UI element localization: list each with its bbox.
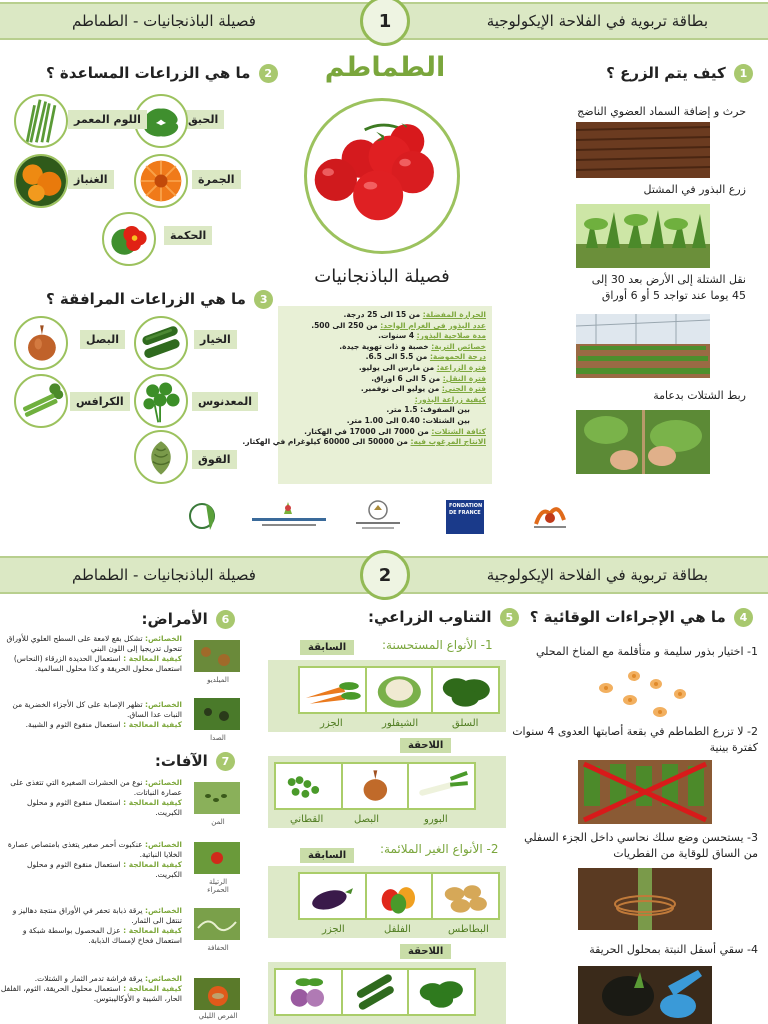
- sec2-title: ما هي الزراعات المساعدة ؟: [46, 64, 251, 82]
- rust-label: الصدا: [210, 734, 226, 742]
- night-moth-photo: [194, 978, 240, 1010]
- info-line: فترة النقل: من 5 الى 6 اوراق.: [371, 373, 486, 383]
- cauliflower-label: الشيفلور: [382, 718, 419, 729]
- parsley-label: المعدنوس: [192, 392, 258, 411]
- sec3-title: ما هي الزراعات المرافقة ؟: [46, 290, 246, 308]
- disease-item: الخصائص: تظهر الإصابة على كل الأجزاء الخضرية من النبات عدا الساق. كيفية المعالجة : استعمال منقوع الثوم و الشيبة.: [12, 700, 182, 729]
- sec3-heading: [46, 290, 276, 309]
- sec4-title: ما هي الإجراءات الوقائية ؟: [529, 608, 726, 626]
- basil-label: الحبق: [182, 110, 224, 129]
- plant-title: الطماطم: [324, 52, 446, 83]
- onion-icon: [14, 316, 68, 370]
- red-spider-photo: [194, 842, 240, 874]
- info-line: الحرارة المفضلة: من 15 الى 25 درجة.: [343, 310, 486, 319]
- prev-tag-2: السابقة: [300, 848, 354, 863]
- watering-plant-photo: [578, 966, 712, 1024]
- leek-label: البورو: [424, 814, 448, 825]
- sec1-step-2: زرع البذور في المشتل: [643, 183, 746, 196]
- info-line: خصائص التربة: خصبة و ذات تهوية جيدة.: [339, 341, 486, 351]
- info-line: عدد البذور في الغرام الواحد: من 250 الى 500.: [311, 320, 486, 330]
- sec4-step-2: 2- لا تزرع الطماطم في بقعة أصابتها العدوى 4 سنوات كفترة بينية: [512, 725, 758, 754]
- leek-cell: [407, 764, 474, 808]
- tomato-info-box: [242, 306, 492, 484]
- carrot-label-3: الجزر: [322, 924, 345, 935]
- tomato-illustration: [304, 98, 460, 254]
- calendula-icon: [134, 154, 188, 208]
- sec3-number: 3: [254, 290, 273, 309]
- parsley-icon: [134, 374, 188, 428]
- info-line: بين الشتلات: 0.40 الى 1.00 متر.: [346, 415, 470, 425]
- sec1-heading: [606, 64, 756, 83]
- rotation-row-4: [268, 962, 506, 1024]
- seeds-photo: [590, 662, 724, 722]
- crossed-tomato-field-photo: [578, 760, 712, 824]
- cucumber-cell: [341, 970, 408, 1014]
- next-tag-2: اللاحقة: [400, 944, 451, 959]
- sec1-step-3: نقل الشتلة إلى الأرض بعد 30 إلى 45 يوما عند تواجد 5 أو 6 أوراق: [591, 273, 746, 302]
- info-line: كيفية زراعة البذور:: [414, 394, 486, 404]
- sec6-title: الأمراض:: [141, 610, 208, 628]
- plowed-field-photo: [576, 122, 710, 178]
- spinach-cell: [407, 970, 474, 1014]
- leafminer-photo: [194, 908, 240, 940]
- partner-logo-1: [188, 500, 224, 534]
- carrot-label-1: الجزر: [320, 718, 343, 729]
- chard-label: السلق: [452, 718, 479, 729]
- mildew-label: الميلديو: [207, 676, 229, 684]
- greenhouse-transplant-photo: [576, 314, 710, 378]
- tying-seedlings-photo: [576, 410, 710, 474]
- chives-label: اللوم المعمر: [68, 110, 147, 129]
- sec7-number: 7: [216, 752, 235, 771]
- disease-item: الخصائص: تشكل بقع لامعة على السطح العلوي للأوراق تتحول تدريجيا إلى اللون البني كيفية المعالجة : استعمال الحديدة الزرقاء (النحاس) استعمال محلول الحريقة و كذا محلول السالمية.: [6, 634, 182, 673]
- partner-logo-2: [248, 498, 330, 532]
- turnip-cell: [276, 970, 341, 1014]
- info-line: بين الصفوف: 1.5 متر.: [386, 405, 470, 415]
- mildew-photo: [194, 640, 240, 672]
- artichoke-label: القوق: [192, 450, 237, 469]
- pepper-cell: [365, 874, 432, 918]
- marigold-icon: [14, 154, 68, 208]
- sec4-heading: [530, 608, 756, 627]
- onion-label: البصل: [80, 330, 125, 349]
- sec6-number: 6: [216, 610, 235, 629]
- sec7-heading: [155, 752, 238, 771]
- red-spider-label: الرتيلة الحمراء: [207, 878, 229, 894]
- sec5-number: 5: [500, 608, 519, 627]
- copper-wire-photo: [578, 868, 712, 930]
- marigold-label: الغنباز: [68, 170, 114, 189]
- sec7-title: الآفات:: [154, 752, 208, 770]
- sec5-title: التناوب الزراعي:: [368, 608, 492, 626]
- cucumber-icon: [134, 316, 188, 370]
- unsuitable-heading: 2- الأنواع الغير الملائمة:: [380, 842, 499, 856]
- potato-label: البطاطس: [448, 924, 489, 935]
- celery-label: الكرافس: [70, 392, 130, 411]
- sec1-title: كيف يتم الزرع ؟: [606, 64, 726, 82]
- nasturtium-label: الحكمة: [164, 226, 212, 245]
- card2-header-series: بطاقة تربوية في الفلاحة الإيكولوجية: [486, 566, 708, 584]
- card1-header-topic: فصيلة الباذنجانيات - الطماطم: [72, 12, 256, 30]
- chives-icon: [14, 94, 68, 148]
- legumes-cell: [276, 764, 341, 808]
- cauliflower-cell: [365, 668, 432, 712]
- onion-cell: [341, 764, 408, 808]
- sec4-number: 4: [734, 608, 753, 627]
- info-line: فترة الجني: من يوليو الى نوفمبر.: [360, 384, 486, 394]
- rust-photo: [194, 698, 240, 730]
- info-line: الانتاج المرغوب فيه: من 50000 الى 60000 كيلوغرام في الهكتار.: [242, 437, 486, 447]
- sec1-number: 1: [734, 64, 753, 83]
- seedlings-nursery-photo: [576, 204, 710, 268]
- card1-header-series: بطاقة تربوية في الفلاحة الإيكولوجية: [486, 12, 708, 30]
- prev-tag-1: السابقة: [300, 640, 354, 655]
- sec6-heading: [142, 610, 238, 629]
- info-line: كثافة الشتلات: من 7000 الى 17000 في الهكتار.: [304, 426, 486, 436]
- potato-cell: [431, 874, 498, 918]
- sec1-step-1: حرث و إضافة السماد العضوي الناضج: [577, 105, 746, 118]
- aphid-label: المن: [211, 818, 225, 826]
- sec4-step-4: 4- سقي أسفل النبتة بمحلول الحريقة: [589, 943, 758, 956]
- legumes-label: القطاني: [290, 814, 324, 825]
- sec2-number: 2: [259, 64, 278, 83]
- pest-item: الخصائص: عنكبوت أحمر صغير يتغذى بامتصاص عصارة الخلايا النباتية. كيفية المعالجة : استعمال منقوع الثوم و محلول الكبريت.: [7, 840, 182, 879]
- card1-number-badge: 1: [360, 0, 410, 46]
- info-line: درجة الحموضة: من 5.5 الى 6.5.: [365, 352, 486, 362]
- next-tag-1: اللاحقة: [400, 738, 451, 753]
- cucumber-label: الخيار: [194, 330, 237, 349]
- carrot-cell: [300, 668, 365, 712]
- sec4-step-1: 1- اختيار بذور سليمة و متأقلمة مع المناخ المحلي: [536, 645, 758, 658]
- recommended-heading: 1- الأنواع المستحسنة:: [382, 638, 493, 652]
- sec4-step-3: 3- يستحسن وضع سلك نحاسي داخل الجزء السفلي من الساق للوقاية من الفطريات: [524, 831, 758, 860]
- nasturtium-icon: [102, 212, 156, 266]
- sec5-heading: [368, 608, 522, 627]
- fondation-de-france-logo: FONDATION DE FRANCE: [446, 500, 484, 534]
- leafminer-label: الحفافة: [207, 944, 229, 952]
- sec1-step-4: ربط الشتلات بدعامة: [653, 389, 746, 402]
- pest-item: الخصائص: يرقة فراشة تدمر الثمار و الشتلات. كيفية المعالجة : استعمال محلول الحريقة، الثوم، الفلفل الحار، الشيبة و الأوكاليبتوس.: [0, 974, 182, 1003]
- pest-item: الخصائص: يرقة ذبابة تحفر في الأوراق منتجة دهاليز و تنتقل الى الثمار. كيفية المعالجة : عزل المحصول بواسطة شبكة و استعمال فخاخ لإمساك الذبابة.: [12, 906, 182, 945]
- pest-item: الخصائص: نوع من الحشرات الصغيرة التي تتغذى على عصارة النباتات. كيفية المعالجة : استعمال منقوع الثوم و محلول الكبريت.: [10, 778, 182, 817]
- aphid-photo: [194, 782, 240, 814]
- partner-logo-5: [528, 498, 572, 532]
- plant-family: فصيلة الباذنجانيات: [314, 266, 450, 287]
- partner-logo-3: [350, 498, 406, 532]
- sec2-heading: [46, 64, 281, 83]
- info-line: فترة الزراعة: من مارس الى يوليو.: [358, 362, 486, 372]
- artichoke-icon: [134, 430, 188, 484]
- onion-label-2: البصل: [354, 814, 380, 825]
- chard-cell: [431, 668, 498, 712]
- info-line: مدة صلاحية البذور: 4 سنوات.: [378, 331, 486, 341]
- eggplant-cell: [300, 874, 365, 918]
- celery-icon: [14, 374, 68, 428]
- card2-header-topic: فصيلة الباذنجانيات - الطماطم: [72, 566, 256, 584]
- pepper-label: الفلفل: [384, 924, 411, 935]
- calendula-label: الجمرة: [192, 170, 241, 189]
- night-moth-label: الفرص الليلي: [198, 1012, 238, 1020]
- card2-number-badge: 2: [360, 550, 410, 600]
